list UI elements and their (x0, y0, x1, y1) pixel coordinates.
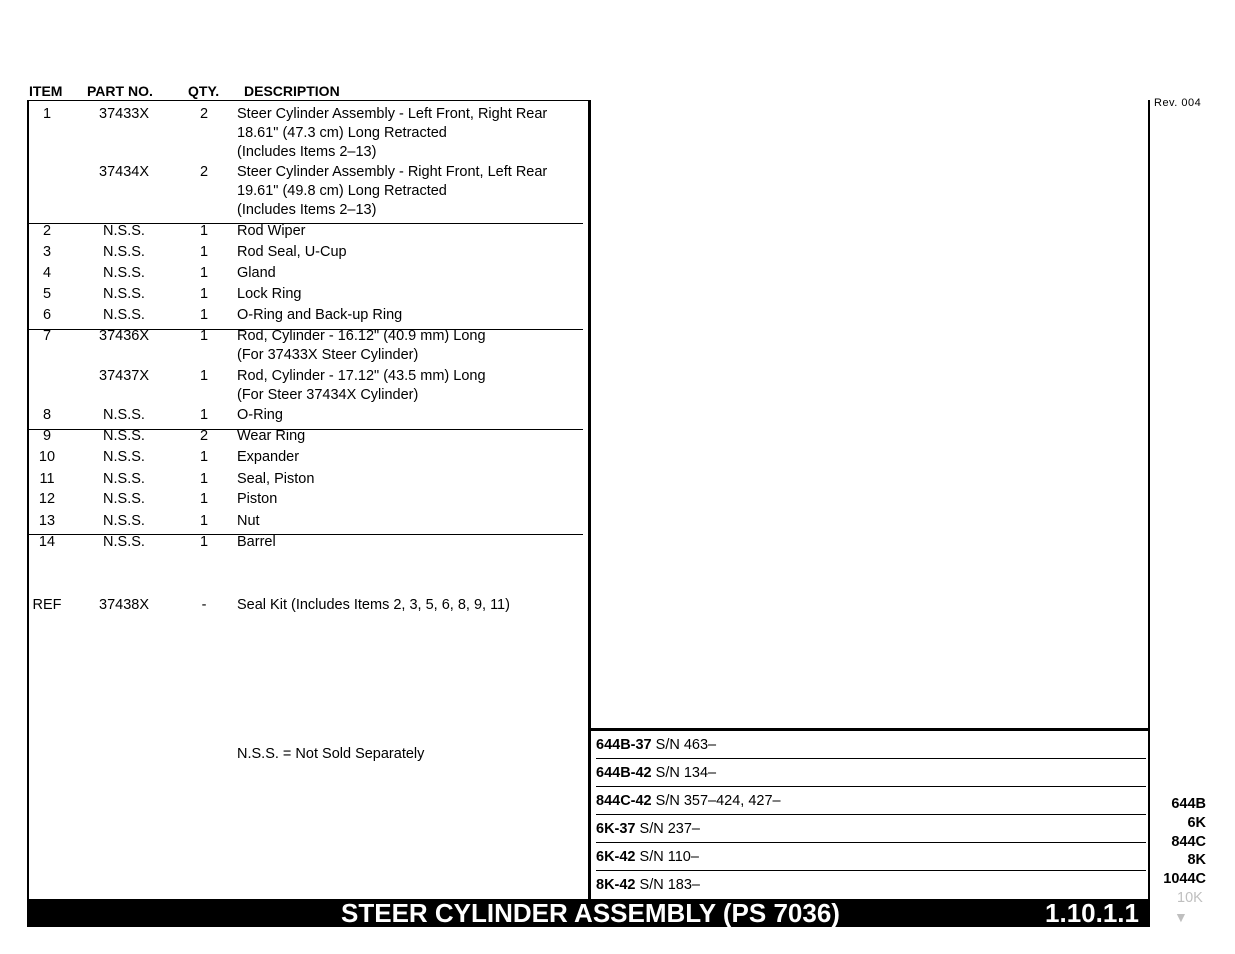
item-number: 12 (38, 491, 56, 507)
quantity: 2 (199, 164, 209, 180)
description: Gland (237, 265, 276, 281)
serial-range: S/N 134– (655, 765, 717, 781)
quantity: 1 (199, 244, 209, 260)
header-qty: QTY. (188, 83, 220, 99)
part-number: N.S.S. (103, 513, 145, 529)
part-number: 37438X (99, 597, 149, 613)
part-number: N.S.S. (103, 223, 145, 239)
description: Seal Kit (Includes Items 2, 3, 5, 6, 8, 9, 11) (237, 597, 510, 613)
description: Rod, Cylinder - 16.12" (40.9 mm) Long (For 37433X Steer Cylinder) (237, 328, 486, 363)
side-model[interactable]: 6K (1187, 815, 1206, 831)
serial-range: S/N 110– (639, 849, 699, 865)
quantity: 2 (199, 428, 209, 444)
side-model[interactable]: 8K (1187, 852, 1206, 868)
description: Rod Seal, U-Cup (237, 244, 347, 260)
serial-range: S/N 237– (639, 821, 700, 837)
page-number: 1.10.1.1 (1045, 898, 1139, 928)
item-number: 2 (42, 223, 52, 239)
model-name: 6K-42 (596, 849, 636, 865)
serial-row (596, 759, 1146, 787)
side-model-inactive: 10K (1177, 890, 1203, 906)
serial-number-box (591, 728, 1148, 900)
part-number: N.S.S. (103, 449, 145, 465)
description: Nut (237, 513, 260, 529)
part-number: N.S.S. (103, 244, 145, 260)
down-arrow-icon[interactable]: ▼ (1174, 909, 1188, 925)
side-model[interactable]: 644B (1171, 796, 1206, 812)
description: O-Ring and Back-up Ring (237, 307, 403, 323)
side-model[interactable]: 844C (1171, 834, 1206, 850)
quantity: 1 (199, 307, 209, 323)
serial-row (596, 787, 1146, 815)
item-number: 9 (42, 428, 52, 444)
serial-range: S/N 357–424, 427– (655, 793, 781, 809)
description: Wear Ring (237, 428, 306, 444)
description: Rod, Cylinder - 17.12" (43.5 mm) Long (For Steer 37434X Cylinder) (237, 368, 486, 403)
nss-note: N.S.S. = Not Sold Separately (237, 746, 425, 762)
part-number: 37433X (99, 106, 149, 122)
quantity: 1 (199, 407, 209, 423)
item-number: 8 (42, 407, 52, 423)
serial-range: S/N 183– (639, 877, 700, 893)
model-name: 6K-37 (596, 821, 636, 837)
item-number: 13 (38, 513, 56, 529)
description: Barrel (237, 534, 276, 550)
title-bar (27, 899, 1150, 927)
item-number: 7 (42, 328, 52, 344)
item-number: 4 (42, 265, 52, 281)
quantity: - (201, 597, 207, 613)
serial-row (596, 843, 1146, 871)
quantity: 1 (199, 368, 209, 384)
item-number: 3 (42, 244, 52, 260)
part-number: N.S.S. (103, 534, 145, 550)
serial-row (596, 731, 1146, 759)
item-number: 10 (38, 449, 56, 465)
quantity: 1 (199, 471, 209, 487)
part-number: 37437X (99, 368, 149, 384)
quantity: 1 (199, 265, 209, 281)
quantity: 1 (199, 491, 209, 507)
description: Steer Cylinder Assembly - Right Front, Left Rear 19.61" (49.8 cm) Long Retracted (Includes Items 2–13) (237, 164, 548, 218)
part-number: N.S.S. (103, 491, 145, 507)
item-number: REF (32, 597, 62, 613)
description: Lock Ring (237, 286, 302, 302)
part-number: 37434X (99, 164, 149, 180)
serial-range: S/N 463– (655, 737, 717, 753)
serial-row (596, 871, 1146, 899)
model-name: 644B-37 (596, 737, 652, 753)
quantity: 2 (199, 106, 209, 122)
quantity: 1 (199, 328, 209, 344)
quantity: 1 (199, 449, 209, 465)
quantity: 1 (199, 286, 209, 302)
description: Expander (237, 449, 300, 465)
illustration-area (591, 100, 1148, 730)
part-number: N.S.S. (103, 265, 145, 281)
serial-row (596, 815, 1146, 843)
side-model[interactable]: 1044C (1163, 871, 1206, 887)
header-item: ITEM (29, 83, 63, 99)
item-number: 1 (42, 106, 52, 122)
part-number: 37436X (99, 328, 149, 344)
part-number: N.S.S. (103, 307, 145, 323)
item-number: 11 (39, 471, 55, 487)
revision-label: Rev. 004 (1154, 97, 1202, 109)
page-title: STEER CYLINDER ASSEMBLY (PS 7036) (341, 898, 840, 928)
model-name: 644B-42 (596, 765, 652, 781)
part-number: N.S.S. (103, 407, 145, 423)
quantity: 1 (199, 513, 209, 529)
model-name: 844C-42 (596, 793, 652, 809)
quantity: 1 (199, 534, 209, 550)
description: Steer Cylinder Assembly - Left Front, Right Rear 18.61" (47.3 cm) Long Retracted (Includes Items 2–13) (237, 106, 548, 160)
item-number: 5 (42, 286, 52, 302)
description: O-Ring (237, 407, 283, 423)
description: Seal, Piston (237, 471, 315, 487)
header-description: DESCRIPTION (244, 83, 340, 99)
part-number: N.S.S. (103, 471, 145, 487)
part-number: N.S.S. (103, 286, 145, 302)
model-name: 8K-42 (596, 877, 636, 893)
item-number: 14 (38, 534, 56, 550)
quantity: 1 (199, 223, 209, 239)
part-number: N.S.S. (103, 428, 145, 444)
item-number: 6 (42, 307, 52, 323)
description: Rod Wiper (237, 223, 306, 239)
header-part-no: PART NO. (87, 83, 153, 99)
description: Piston (237, 491, 278, 507)
